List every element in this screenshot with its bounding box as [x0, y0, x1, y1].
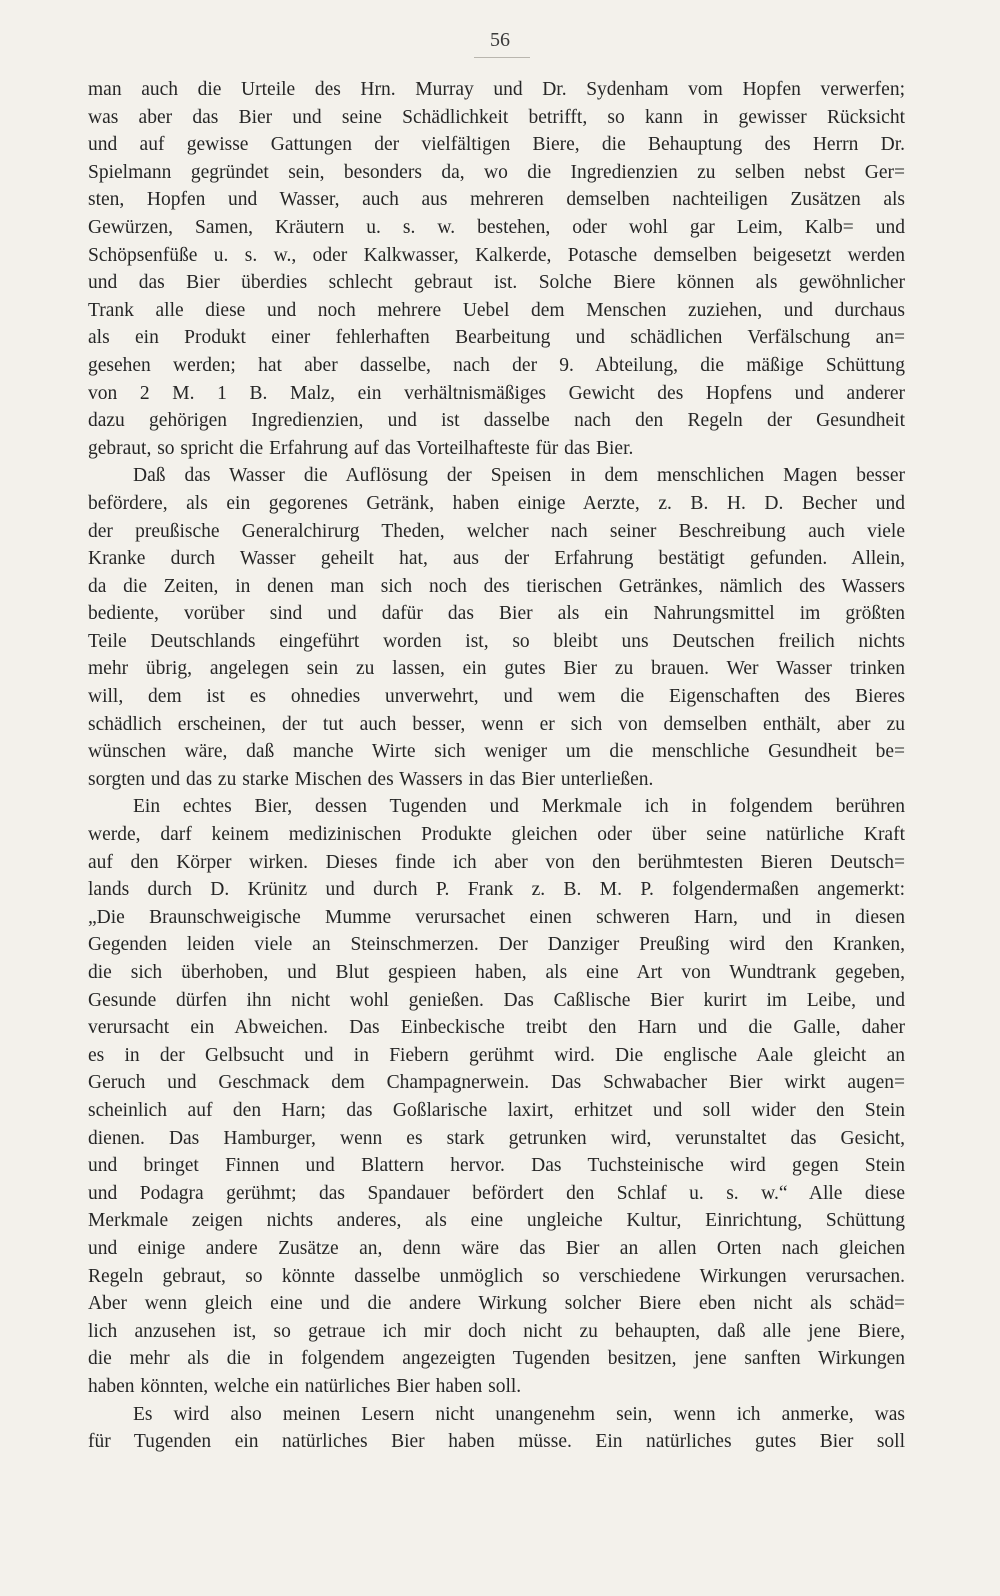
text-line: Regeln gebraut, so könnte dasselbe unmöglich so verschiedene Wirkungen verursachen. [88, 1265, 905, 1287]
paragraph [88, 462, 905, 793]
text-line: der preußische Generalchirurg Theden, welcher nach seiner Beschreibung auch viele [88, 520, 905, 542]
page-number: 56 [490, 29, 510, 51]
text-line: Gegenden leiden viele an Steinschmerzen. Der Danziger Preußing wird den Kranken, [88, 934, 905, 956]
text-line: „Die Braunschweigische Mumme verursachet einen schweren Harn, und in diesen [88, 906, 905, 928]
text-line: Trank alle diese und noch mehrere Uebel dem Menschen zuziehen, und durchaus [88, 299, 905, 321]
text-line: auf den Körper wirken. Dieses finde ich aber von den berühmtesten Bieren Deutsch= [88, 851, 905, 873]
text-line: es in der Gelbsucht und in Fiebern gerühmt wird. Die englische Aale gleicht an [88, 1044, 905, 1066]
page-number-rule [474, 57, 530, 58]
text-line: Aber wenn gleich eine und die andere Wirkung solcher Biere eben nicht als schäd= [88, 1293, 905, 1315]
text-line: was aber das Bier und seine Schädlichkeit betrifft, so kann in gewisser Rücksicht [88, 106, 905, 128]
text-line: Es wird also meinen Lesern nicht unangenehm sein, wenn ich anmerke, was [133, 1403, 905, 1425]
text-line: mehr übrig, angelegen sein zu lassen, ein gutes Bier zu brauen. Wer Wasser trinken [88, 658, 905, 680]
text-line: Kranke durch Wasser geheilt hat, aus der Erfahrung bestätigt gefunden. Allein, [88, 548, 905, 570]
text-line: werde, darf keinem medizinischen Produkte gleichen oder über seine natürliche Kraft [88, 824, 905, 846]
paragraph [88, 76, 905, 462]
text-line: für Tugenden ein natürliches Bier haben müsse. Ein natürliches gutes Bier soll [88, 1431, 905, 1453]
text-line: sorgten und das zu starke Mischen des Wassers in das Bier unterließen. [88, 768, 654, 790]
text-line: gebraut, so spricht die Erfahrung auf das Vorteilhafteste für das Bier. [88, 437, 634, 459]
text-line: Ein echtes Bier, dessen Tugenden und Merkmale ich in folgendem berühren [133, 796, 905, 818]
paragraph [88, 793, 905, 1400]
text-line: Geruch und Geschmack dem Champagnerwein. Das Schwabacher Bier wirkt augen= [88, 1072, 905, 1094]
text-line: Merkmale zeigen nichts anderes, als eine ungleiche Kultur, Einrichtung, Schüttung [88, 1210, 905, 1232]
text-line: Schöpsenfüße u. s. w., oder Kalkwasser, Kalkerde, Potasche demselben beigesetzt werden [88, 244, 905, 266]
text-line: die mehr als die in folgendem angezeigten Tugenden besitzen, jene sanften Wirkungen [88, 1348, 905, 1370]
text-line: sten, Hopfen und Wasser, auch aus mehreren demselben nachteiligen Zusätzen als [88, 189, 905, 211]
text-line: und das Bier überdies schlecht gebraut ist. Solche Biere können als gewöhnlicher [88, 272, 905, 294]
text-line: Teile Deutschlands eingeführt worden ist, so bleibt uns Deutschen freilich nichts [88, 630, 905, 652]
text-line: lands durch D. Krünitz und durch P. Frank z. B. M. P. folgendermaßen angemerkt: [88, 879, 905, 901]
text-line: Gewürzen, Samen, Kräutern u. s. w. bestehen, oder wohl gar Leim, Kalb= und [88, 216, 905, 238]
text-line: dienen. Das Hamburger, wenn es stark getrunken wird, verunstaltet das Gesicht, [88, 1127, 905, 1149]
text-line: als ein Produkt einer fehlerhaften Bearbeitung und schädlichen Verfälschung an= [88, 327, 905, 349]
text-line: scheinlich auf den Harn; das Goßlarische laxirt, erhitzet und soll wider den Stein [88, 1099, 905, 1121]
text-line: Gesunde dürfen ihn nicht wohl genießen. Das Caßlische Bier kurirt im Leibe, und [88, 989, 905, 1011]
text-line: von 2 M. 1 B. Malz, ein verhältnismäßiges Gewicht des Hopfens und anderer [88, 382, 905, 404]
text-line: und Podagra gerühmt; das Spandauer befördert den Schlaf u. s. w.“ Alle diese [88, 1182, 905, 1204]
text-line: lich anzusehen ist, so getraue ich mir doch nicht zu behaupten, daß alle jene Biere, [88, 1320, 905, 1342]
text-line: will, dem ist es ohnedies unverwehrt, und wem die Eigenschaften des Bieres [88, 686, 905, 708]
body-text [88, 76, 905, 1456]
text-line: man auch die Urteile des Hrn. Murray und Dr. Sydenham vom Hopfen verwerfen; [88, 79, 905, 100]
text-line: wünschen wäre, daß manche Wirte sich weniger um die menschliche Gesundheit be= [88, 741, 905, 763]
text-line: die sich überhoben, und Blut gespieen haben, als eine Art von Wundtrank gegeben, [88, 962, 905, 983]
text-line: und einige andere Zusätze an, denn wäre das Bier an allen Orten nach gleichen [88, 1237, 905, 1259]
text-line: befördere, als ein gegorenes Getränk, haben einige Aerzte, z. B. H. D. Becher und [88, 492, 905, 514]
text-line: und auf gewisse Gattungen der vielfältigen Biere, die Behauptung des Herrn Dr. [88, 134, 905, 156]
text-line: und bringet Finnen und Blattern hervor. Das Tuchsteinische wird gegen Stein [88, 1155, 905, 1177]
text-line: dazu gehörigen Ingredienzien, und ist dasselbe nach den Regeln der Gesundheit [88, 410, 905, 432]
text-line: schädlich erscheinen, der tut auch besser, wenn er sich von demselben enthält, aber zu [88, 713, 905, 735]
text-line: Spielmann gegründet sein, besonders da, wo die Ingredienzien zu selben nebst Ger= [88, 161, 905, 183]
text-line: verursacht ein Abweichen. Das Einbeckische treibt den Harn und die Galle, daher [88, 1017, 905, 1039]
text-line: haben könnten, welche ein natürliches Bier haben soll. [88, 1375, 522, 1397]
text-line: bediente, vorüber sind und dafür das Bier als ein Nahrungsmittel im größten [88, 603, 905, 625]
text-line: gesehen werden; hat aber dasselbe, nach der 9. Abteilung, die mäßige Schüttung [88, 354, 905, 376]
paragraph [88, 1401, 905, 1456]
text-line: da die Zeiten, in denen man sich noch des tierischen Getränkes, nämlich des Wassers [88, 575, 905, 597]
text-line: Daß das Wasser die Auflösung der Speisen in dem menschlichen Magen besser [133, 465, 905, 487]
